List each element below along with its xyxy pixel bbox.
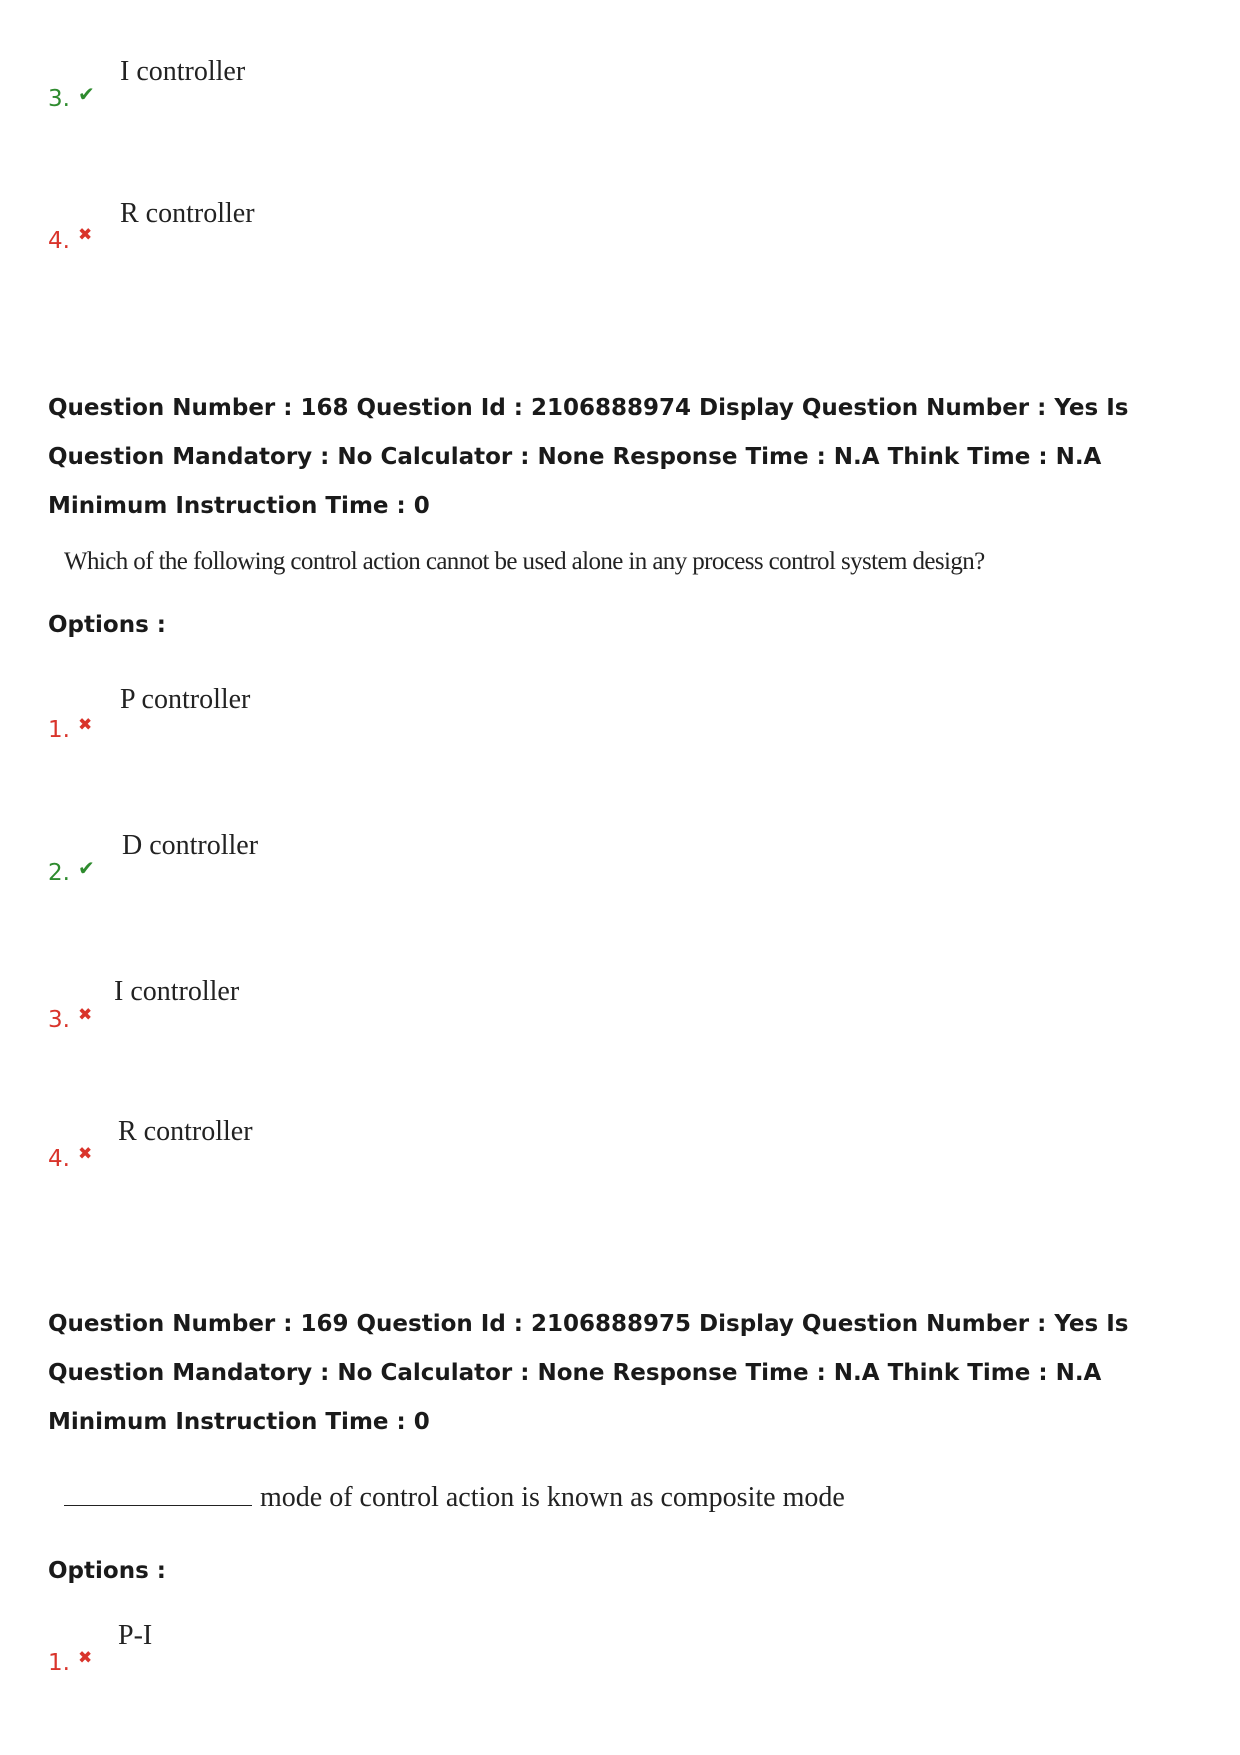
option-text: D controller (122, 830, 259, 861)
option-text: I controller (114, 976, 240, 1007)
option-number: 1. (48, 717, 70, 743)
question-168-meta: Question Number : 168 Question Id : 2106888974 Display Question Number : Yes Is Question Mandatory : No Calculator : None Response Time : N.A Think Time : N.A Minimum Instruction Time : 0 (48, 395, 1129, 519)
option-number: 2. (48, 860, 70, 886)
option-number: 4. (48, 1146, 70, 1172)
option-number: 3. (48, 86, 70, 112)
answer-blank (64, 1485, 252, 1506)
question-169-meta: Question Number : 169 Question Id : 2106888975 Display Question Number : Yes Is Question Mandatory : No Calculator : None Response Time : N.A Think Time : N.A Minimum Instruction Time : 0 (48, 1311, 1129, 1435)
option-text: P-I (118, 1620, 153, 1651)
option-number: 1. (48, 1650, 70, 1676)
cross-icon: ✖ (78, 1005, 93, 1025)
options-label: Options : (48, 612, 166, 638)
question-168-stem: Which of the following control action cannot be used alone in any process control system design? (64, 548, 985, 575)
cross-icon: ✖ (78, 225, 93, 245)
option-text: I controller (120, 56, 246, 87)
option-text: P controller (120, 684, 251, 715)
option-text: R controller (120, 198, 255, 229)
cross-icon: ✖ (78, 715, 93, 735)
cross-icon: ✖ (78, 1144, 93, 1164)
cross-icon: ✖ (78, 1648, 93, 1668)
option-number: 3. (48, 1007, 70, 1033)
check-icon: ✔ (78, 82, 95, 106)
options-label: Options : (48, 1558, 166, 1584)
check-icon: ✔ (78, 856, 95, 880)
question-169-stem-text: mode of control action is known as composite mode (260, 1482, 845, 1513)
option-text: R controller (118, 1116, 253, 1147)
question-169-stem (64, 1482, 845, 1514)
option-number: 4. (48, 228, 70, 254)
